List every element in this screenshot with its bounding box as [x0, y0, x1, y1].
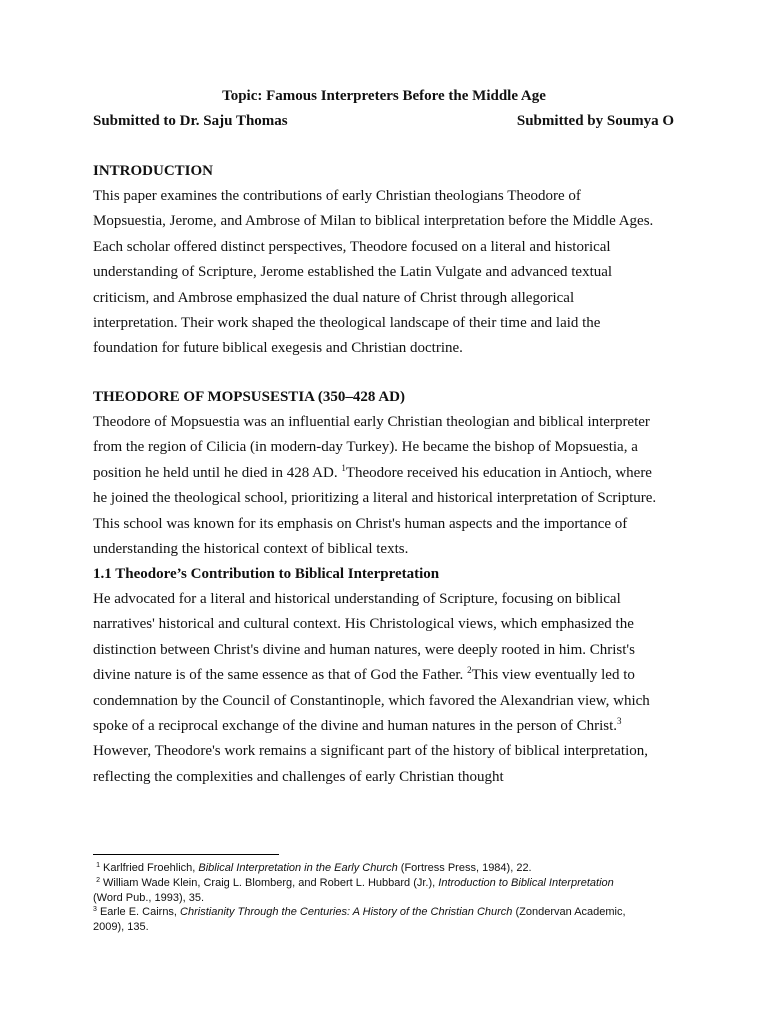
paragraph-line: understanding of Scripture, Jerome established the Latin Vulgate and advanced textual — [93, 264, 613, 281]
text-run: position he held until he died in 428 AD. — [93, 464, 342, 481]
footnote-title: Introduction to Biblical Interpretation — [438, 876, 614, 889]
footnote-number: 3 — [93, 906, 97, 914]
theodore-paragraph — [93, 410, 693, 562]
paragraph-line: narratives' historical and cultural context. His Christological views, which emphasized the — [93, 616, 634, 633]
paragraph-line: distinction between Christ's divine and human natures, were deeply rooted in him. Christ's — [93, 641, 635, 658]
footnote-3-continued: 2009), 135. — [93, 921, 149, 934]
footnote-text: (Zondervan Academic, — [512, 906, 626, 919]
paragraph-line: Theodore of Mopsuestia was an influential early Christian theologian and biblical interpreter — [93, 414, 650, 430]
footnote-title: Christianity Through the Centuries: A History of the Christian Church — [180, 906, 513, 919]
footnote-text: Karlfried Froehlich, — [99, 862, 199, 874]
contribution-paragraph — [93, 587, 693, 790]
footnote-text: (Fortress Press, 1984), 22. — [397, 862, 532, 874]
submitted-to: Submitted to Dr. Saju Thomas — [93, 113, 288, 129]
text-run: This view eventually led to — [471, 667, 635, 684]
submission-row — [93, 113, 674, 130]
footnote-ref-2[interactable]: 2 — [467, 665, 472, 676]
footnote-number: 2 — [96, 876, 100, 884]
topic-title: Topic: Famous Interpreters Before the Middle Age — [222, 88, 546, 104]
paragraph-line: interpretation. Their work shaped the theological landscape of their time and laid the — [93, 315, 601, 332]
text-run: Theodore received his education in Antioch, where — [345, 464, 652, 481]
submitted-by: Submitted by Soumya O — [516, 113, 674, 129]
footnote-text: William Wade Klein, Craig L. Blomberg, and Robert L. Hubbard (Jr.), — [99, 876, 439, 889]
paragraph-line: condemnation by the Council of Constantinople, which favored the Alexandrian view, which — [93, 692, 650, 709]
paragraph-line: This school was known for its emphasis on Christ's human aspects and the importance of — [93, 515, 628, 532]
paragraph-line: Each scholar offered distinct perspectives, Theodore focused on a literal and historical — [93, 238, 611, 255]
footnote-number: 1 — [96, 862, 100, 869]
contribution-heading: 1.1 Theodore’s Contribution to Biblical Interpretation — [93, 566, 440, 582]
footnotes — [93, 861, 693, 935]
footnote-text: Earle E. Cairns, — [96, 906, 181, 919]
paragraph-line: This paper examines the contributions of early Christian theologians Theodore of — [93, 188, 581, 204]
introduction-paragraph — [93, 184, 693, 362]
footnote-ref-1[interactable]: 1 — [341, 462, 346, 473]
paragraph-line: criticism, and Ambrose emphasized the dual nature of Christ through allegorical — [93, 289, 575, 306]
text-run: spoke of a reciprocal exchange of the divine and human natures in the person of Christ. — [93, 718, 617, 735]
paragraph-line: However, Theodore's work remains a significant part of the history of biblical interpretation, — [93, 743, 648, 760]
paragraph-line — [93, 461, 693, 486]
footnote-ref-3[interactable]: 3 — [617, 716, 622, 727]
footnote-2-continued: (Word Pub., 1993), 35. — [93, 891, 205, 904]
paragraph-line: understanding the historical context of biblical texts. — [93, 541, 409, 558]
paragraph-line: he joined the theological school, prioritizing a literal and historical interpretation of Scripture. — [93, 490, 657, 507]
paragraph-line — [93, 663, 693, 688]
paragraph-line: from the region of Cilicia (in modern-day Turkey). He became the bishop of Mopsuestia, a — [93, 439, 638, 456]
footnote-divider — [93, 854, 279, 855]
introduction-heading: INTRODUCTION — [93, 163, 214, 179]
footnote-title: Biblical Interpretation in the Early Church — [198, 862, 398, 874]
paragraph-line: He advocated for a literal and historical understanding of Scripture, focusing on biblical — [93, 591, 621, 607]
paragraph-line — [93, 714, 693, 739]
footnote-2 — [93, 876, 693, 891]
footnote-3 — [93, 905, 693, 920]
footnote-1 — [93, 861, 693, 876]
paragraph-line: reflecting the complexities and challenges of early Christian thought — [93, 768, 504, 785]
text-run: divine nature is of the same essence as that of God the Father. — [93, 667, 468, 684]
theodore-heading: THEODORE OF MOPSUSESTIA (350–428 AD) — [93, 389, 405, 405]
paragraph-line: foundation for future biblical exegesis and Christian doctrine. — [93, 340, 463, 357]
paragraph-line: Mopsuestia, Jerome, and Ambrose of Milan to biblical interpretation before the Middle Ages. — [93, 213, 654, 230]
